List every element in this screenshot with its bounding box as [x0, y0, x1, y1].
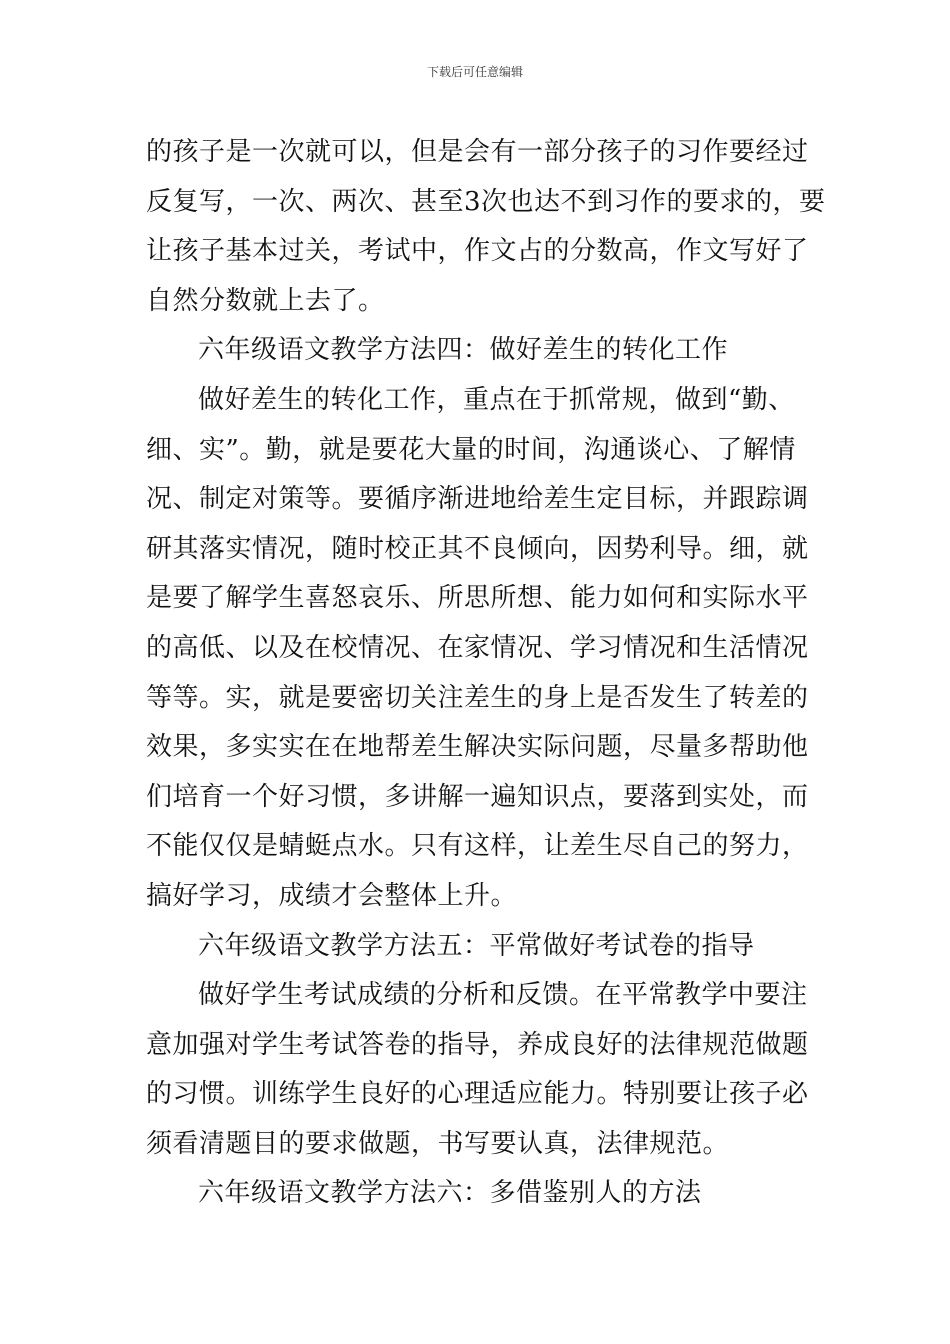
paragraph-line: 让孩子基本过关，考试中，作文占的分数高，作文写好了	[146, 236, 809, 267]
paragraph-line: 等等。实，就是要密切关注差生的身上是否发生了转差的	[146, 682, 809, 713]
paragraph-line: 们培育一个好习惯，多讲解一遍知识点，要落到实处，而	[146, 781, 809, 812]
paragraph-line: 须看清题目的要求做题，书写要认真，法律规范。	[146, 1128, 730, 1159]
paragraph-line: 做好差生的转化工作，重点在于抓常规，做到“勤、	[198, 384, 795, 415]
paragraph-line: 的孩子是一次就可以，但是会有一部分孩子的习作要经过	[146, 137, 809, 167]
paragraph-line: 研其落实情况，随时校正其不良倾向，因势利导。细，就	[146, 533, 809, 564]
section-heading-method-6: 六年级语文教学方法六：多借鉴别人的方法	[198, 1178, 702, 1209]
paragraph-line: 反复写，一次、两次、甚至3次也达不到习作的要求的，要	[146, 186, 826, 217]
paragraph-line: 的高低、以及在校情况、在家情况、学习情况和生活情况	[146, 632, 809, 663]
paragraph-line: 效果，多实实在在地帮差生解决实际问题，尽量多帮助他	[146, 732, 809, 763]
paragraph-line: 搞好学习，成绩才会整体上升。	[146, 880, 518, 911]
paragraph-line: 做好学生考试成绩的分析和反馈。在平常教学中要注	[198, 980, 808, 1011]
section-heading-method-5: 六年级语文教学方法五：平常做好考试卷的指导	[198, 930, 755, 961]
paragraph-line: 细、实”。勤，就是要花大量的时间，沟通谈心、了解情	[146, 434, 796, 465]
paragraph-line: 自然分数就上去了。	[146, 285, 385, 316]
paragraph-line: 是要了解学生喜怒哀乐、所思所想、能力如何和实际水平	[146, 583, 809, 614]
paragraph-line: 的习惯。训练学生良好的心理适应能力。特别要让孩子必	[146, 1079, 809, 1110]
section-heading-method-4: 六年级语文教学方法四：做好差生的转化工作	[198, 335, 729, 366]
paragraph-line: 不能仅仅是蜻蜓点水。只有这样，让差生尽自己的努力，	[146, 831, 809, 862]
paragraph-line: 况、制定对策等。要循序渐进地给差生定目标，并跟踪调	[146, 484, 809, 515]
document-body	[146, 128, 826, 1219]
paragraph-line: 意加强对学生考试答卷的指导，养成良好的法律规范做题	[146, 1029, 809, 1060]
page-header: 下载后可任意编辑	[426, 65, 523, 79]
